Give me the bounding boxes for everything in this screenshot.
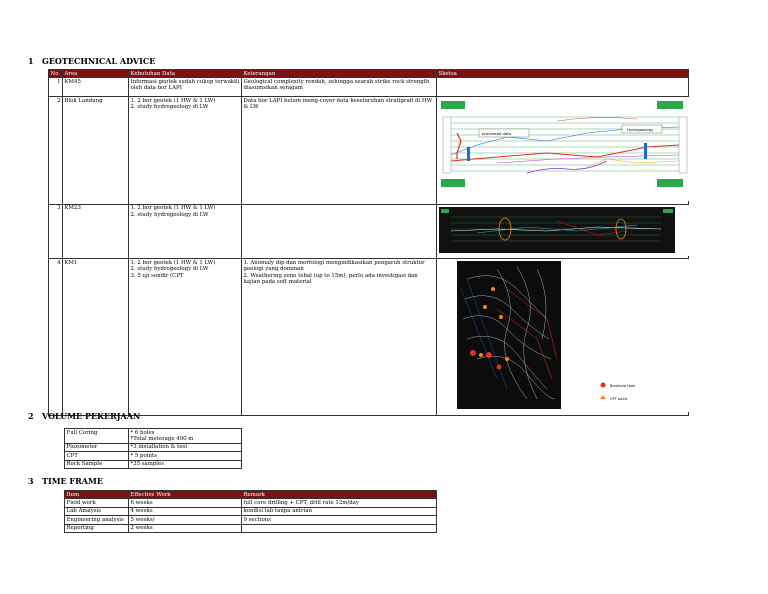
borehole-legend-icon (601, 383, 606, 388)
table-row (49, 259, 689, 415)
header-effective-work: Effective Work (129, 491, 242, 499)
cell-area: KM45 (63, 78, 129, 97)
section-title-text: GEOTECHNICAL ADVICE (42, 56, 156, 66)
cell-effective: 5 weeks/ (129, 516, 242, 524)
cell-remark: kondisi lab tanpa antrian (242, 507, 437, 515)
cell-item: Field work (65, 499, 129, 507)
cell-sketsa (437, 78, 689, 97)
label-processed-data: processed data (482, 131, 512, 137)
cell-value: * 6 holes *Total meterage 400 m (129, 429, 242, 444)
cell-item: Full Coring (65, 429, 129, 444)
table-row (65, 499, 437, 507)
cell-sketsa-cross-section (437, 97, 689, 204)
header-keterangan: Keterangan (242, 70, 437, 78)
cell-value: *3 installation & test (129, 443, 242, 451)
table-row (65, 507, 437, 515)
section-number: 3 (28, 476, 34, 486)
table-header-row (49, 70, 689, 78)
table-row (65, 460, 242, 468)
header-sketsa: Sketsa (437, 70, 689, 78)
table-row (65, 443, 242, 451)
cell-sketsa-contour-map (437, 259, 689, 415)
cell-kebutuhan: 1. 2 bor geotek (1 HW & 1 LW) 2. study hydrogeology di LW (129, 204, 242, 258)
cell-kebutuhan: 1. 2 bor geotek (1 HW & 1 LW) 2. study hydrogeology di LW (129, 97, 242, 204)
header-remark: Remark (242, 491, 437, 499)
cell-sketsa-section-dark (437, 204, 689, 258)
cell-area: Blok Landung (63, 97, 129, 204)
cell-no: 1 (49, 78, 63, 97)
header-area: Area (63, 70, 129, 78)
table-row (65, 516, 437, 524)
time-frame-table (64, 490, 437, 533)
cell-area: KM1 (63, 259, 129, 415)
cell-kebutuhan: Informasi geotek sudah cukup terwakili oleh data bor LAPI (129, 78, 242, 97)
cell-item: CPT (65, 452, 129, 460)
cell-keterangan (242, 204, 437, 258)
section-title-text: VOLUME PEKERJAAN (42, 411, 141, 421)
table-header-row (65, 491, 437, 499)
cell-item: Piezometer (65, 443, 129, 451)
cell-value: *35 samples (129, 460, 242, 468)
header-kebutuhan: Kebutuhan Data (129, 70, 242, 78)
section-number: 1 (28, 56, 34, 66)
section-title-volume-pekerjaan (28, 411, 140, 421)
section-number: 2 (28, 411, 34, 421)
legend-cpt-label: CPT point (610, 397, 628, 402)
geotechnical-advice-table (48, 69, 689, 416)
cell-effective: 6 weeks (129, 499, 242, 507)
section-title-text: TIME FRAME (42, 476, 103, 486)
cell-remark (242, 524, 437, 532)
cross-section-sketch (437, 97, 689, 201)
volume-table (64, 428, 242, 469)
cell-item: Reporting (65, 524, 129, 532)
dark-section-sketch (437, 205, 689, 256)
cell-item: Rock Sample (65, 460, 129, 468)
cell-keterangan: 1. Anomaly dip dan morfologi mengindikasikan pengaruh struktur geologi yang dominan 2. Weathering zone tebal (up to 15m), perlu ada investigasi dan kajian pada soft material (242, 259, 437, 415)
cell-effective: 4 weeks (129, 507, 242, 515)
legend-borehole-label: Borehole Hole (610, 384, 636, 389)
section-title-geotechnical-advice (28, 56, 155, 66)
cell-area: KM23 (63, 204, 129, 258)
cell-effective: 2 weeks (129, 524, 242, 532)
cell-item: Lab Analysis (65, 507, 129, 515)
table-row (49, 204, 689, 258)
table-row (65, 524, 437, 532)
cell-keterangan: Data bor LAPI belum meng-cover data keseluruhan stratigrafi di HW & LW (242, 97, 437, 204)
cell-item: Engineering analysis (65, 516, 129, 524)
header-item: Item (65, 491, 129, 499)
cell-keterangan: Geological complexity rendah, sehingga searah strike rock strength diasumsikan seragam (242, 78, 437, 97)
cell-no: 4 (49, 259, 63, 415)
cell-remark: 9 sections (242, 516, 437, 524)
table-row (65, 452, 242, 460)
header-no: No (49, 70, 63, 78)
cell-remark: full core drilling + CPT, drill rate 12m/day (242, 499, 437, 507)
table-row (49, 97, 689, 204)
cell-value: * 5 points (129, 452, 242, 460)
section-title-time-frame (28, 476, 103, 486)
table-row (49, 78, 689, 97)
table-row (65, 429, 242, 444)
cell-no: 2 (49, 97, 63, 204)
contour-map-sketch (437, 259, 689, 412)
cell-kebutuhan: 1. 2 bor geotek (1 HW & 1 LW) 2. study hydrogeology di LW 3. 5 uji sondir (CPT (129, 259, 242, 415)
label-hydrogeology: Hydrogeology (627, 127, 654, 133)
cell-no: 3 (49, 204, 63, 258)
